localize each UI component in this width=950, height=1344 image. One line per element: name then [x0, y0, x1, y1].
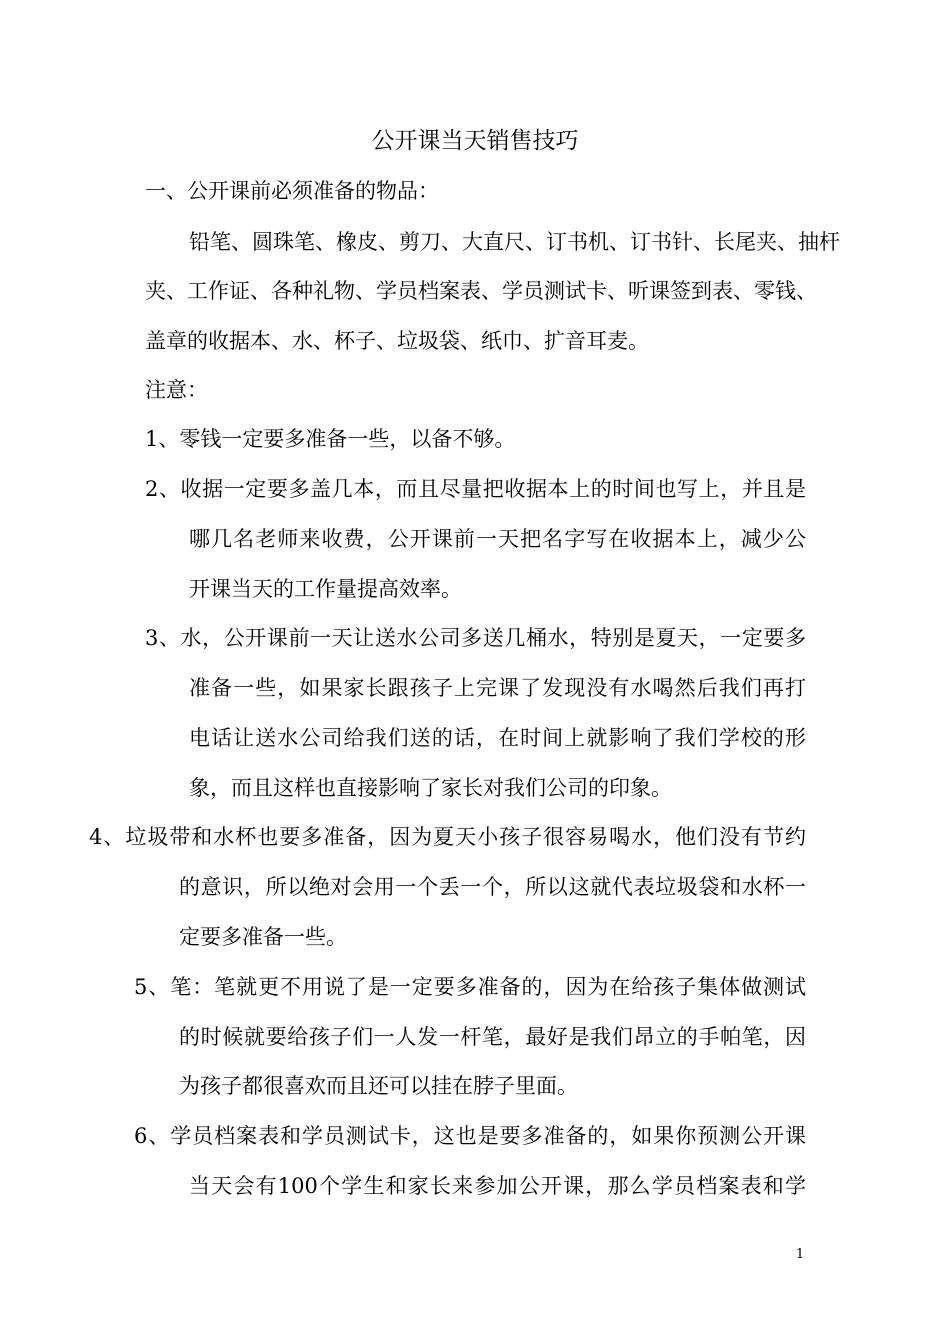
note-5-line-3: 为孩子都很喜欢而且还可以挂在脖子里面。 [179, 1074, 578, 1098]
page-number: 1 [795, 1247, 805, 1262]
note-5-line-2: 的时候就要给孩子们一人发一杆笔，最好是我们昂立的手帕笔，因 [179, 1025, 806, 1049]
note-6-line-2: 当天会有100个学生和家长来参加公开课，那么学员档案表和学 [189, 1174, 806, 1198]
note-2-line-1: 2、收据一定要多盖几本，而且尽量把收据本上的时间也写上，并且是 [145, 477, 806, 501]
note-3-line-1: 3、水，公开课前一天让送水公司多送几桶水，特别是夏天，一定要多 [145, 626, 806, 650]
document-title: 公开课当天销售技巧 [371, 128, 579, 154]
note-1-line-1: 1、零钱一定要多准备一些，以备不够。 [145, 427, 516, 451]
note-5-line-1: 5、笔：笔就更不用说了是一定要多准备的，因为在给孩子集体做测试 [134, 975, 806, 999]
note-4-line-2: 的意识，所以绝对会用一个丢一个，所以这就代表垃圾袋和水杯一 [179, 875, 806, 899]
items-list-line-3: 盖章的收据本、水、杯子、垃圾袋、纸巾、扩音耳麦。 [145, 329, 649, 353]
items-list-line-1: 铅笔、圆珠笔、橡皮、剪刀、大直尺、订书机、订书针、长尾夹、抽杆 [189, 230, 840, 254]
note-2-line-2: 哪几名老师来收费，公开课前一天把名字写在收据本上，减少公 [189, 527, 806, 551]
note-4-line-1: 4、垃圾带和水杯也要多准备，因为夏天小孩子很容易喝水，他们没有节约 [89, 825, 806, 849]
note-4-line-3: 定要多准备一些。 [179, 925, 347, 949]
note-6-line-1: 6、学员档案表和学员测试卡，这也是要多准备的，如果你预测公开课 [134, 1124, 806, 1148]
section-heading: 一、公开课前必须准备的物品： [145, 179, 439, 203]
items-list-line-2: 夹、工作证、各种礼物、学员档案表、学员测试卡、听课签到表、零钱、 [145, 279, 817, 303]
note-3-line-3: 电话让送水公司给我们送的话，在时间上就影响了我们学校的形 [189, 726, 806, 750]
note-2-line-3: 开课当天的工作量提高效率。 [189, 577, 462, 601]
note-3-line-4: 象，而且这样也直接影响了家长对我们公司的印象。 [189, 776, 672, 800]
note-label: 注意： [145, 378, 208, 402]
note-3-line-2: 准备一些，如果家长跟孩子上完课了发现没有水喝然后我们再打 [189, 676, 806, 700]
